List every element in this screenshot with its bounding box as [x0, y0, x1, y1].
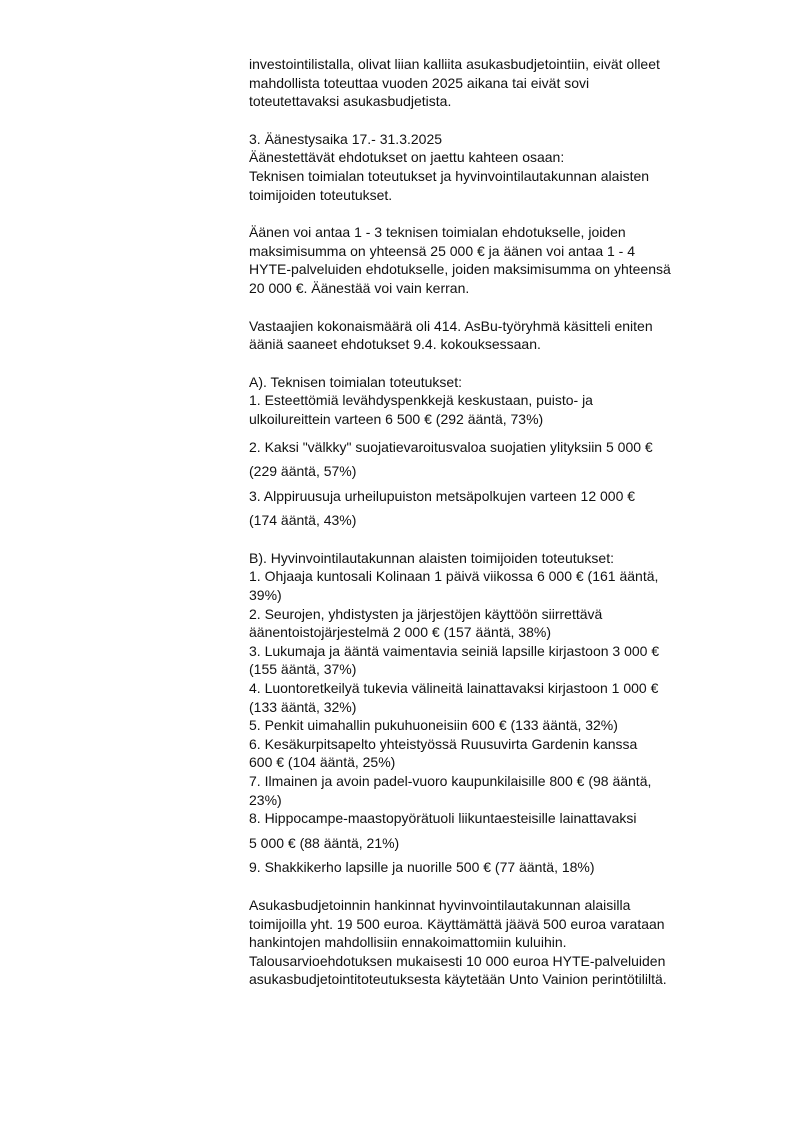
- section-b-item-9: 9. Shakkikerho lapsille ja nuorille 500 € (77 ääntä, 18%): [249, 859, 595, 876]
- respondents-paragraph: Vastaajien kokonaismäärä oli 414. AsBu-työryhmä käsitteli eniten ääniä saaneet ehdotukset 9.4. kokouksessaan.: [249, 317, 653, 353]
- section-a-item-3-votes: (174 ääntä, 43%): [249, 512, 357, 529]
- voting-rules-paragraph: Äänen voi antaa 1 - 3 teknisen toimialan ehdotukselle, joiden maksimisumma on yhteensä 25 000 € ja äänen voi antaa 1 - 4 HYTE-palveluiden ehdotukselle, joiden maksimisumma on yhteensä 20 000 €. Äänestää voi vain kerran.: [249, 224, 671, 296]
- closing-paragraph: Asukasbudjetoinnin hankinnat hyvinvointilautakunnan alaisilla toimijoilla yht. 19 500 euroa. Käyttämättä jäävä 500 euroa varataan hankintojen mahdollisiin ennakoimattomiin kuluihin. Talousarvioehdotuksen mukaisesti 10 000 euroa HYTE-palveluiden asukasbudjetointitoteutuksesta käytetään Unto Vainion perintötililtä.: [249, 896, 667, 988]
- section-a-item-3: 3. Alppiruusuja urheilupuiston metsäpolkujen varteen 12 000 €: [249, 487, 636, 504]
- section-b-items: 1. Ohjaaja kuntosali Kolinaan 1 päivä viikossa 6 000 € (161 ääntä, 39%) 2. Seurojen, yhdistysten ja järjestöjen käyttöön siirrettävä äänentoistojärjestelmä 2 000 € (157 ääntä, 38%) 3. Lukumaja ja ääntä vaimentavia seiniä lapsille kirjastoon 3 000 € (155 ääntä, 37%) 4. Luontoretkeilyä tukevia välineitä lainattavaksi kirjastoon 1 000 € (133 ääntä, 32%) 5. Penkit uimahallin pukuhuoneisiin 600 € (133 ääntä, 32%) 6. Kesäkurpitsapelto yhteistyössä Ruusuvirta Gardenin kanssa 600 € (104 ääntä, 25%) 7. Ilmainen ja avoin padel-vuoro kaupunkilaisille 800 € (98 ääntä, 23%) 8. Hippocampe-maastopyörätuoli liikuntaesteisille lainattavaksi: [249, 568, 660, 827]
- voting-period-heading: 3. Äänestysaika 17.- 31.3.2025: [249, 130, 443, 147]
- section-a-heading: A). Teknisen toimialan toteutukset:: [249, 373, 462, 390]
- section-b-heading: B). Hyvinvointilautakunnan alaisten toimijoiden toteutukset:: [249, 549, 614, 566]
- section-a-item-2-votes: (229 ääntä, 57%): [249, 463, 357, 480]
- section-b-item-8-cost: 5 000 € (88 ääntä, 21%): [249, 834, 400, 851]
- section-a-item-1: 1. Esteettömiä levähdyspenkkejä keskustaan, puisto- ja ulkoilureittein varteen 6 500 € (292 ääntä, 73%): [249, 392, 593, 427]
- document-page: [249, 55, 749, 989]
- section-a-item-2: 2. Kaksi "välkky" suojatievaroitusvaloa suojatien ylityksiin 5 000 €: [249, 438, 653, 455]
- intro-paragraph: investointilistalla, olivat liian kalliita asukasbudjetointiin, eivät olleet mahdollista toteuttaa vuoden 2025 aikana tai eivät sovi toteutettavaksi asukasbudjetista.: [249, 56, 660, 110]
- voting-parts-paragraph: Äänestettävät ehdotukset on jaettu kahteen osaan: Teknisen toimialan toteutukset ja hyvinvointilautakunnan alaisten toimijoiden toteutukset.: [249, 149, 650, 203]
